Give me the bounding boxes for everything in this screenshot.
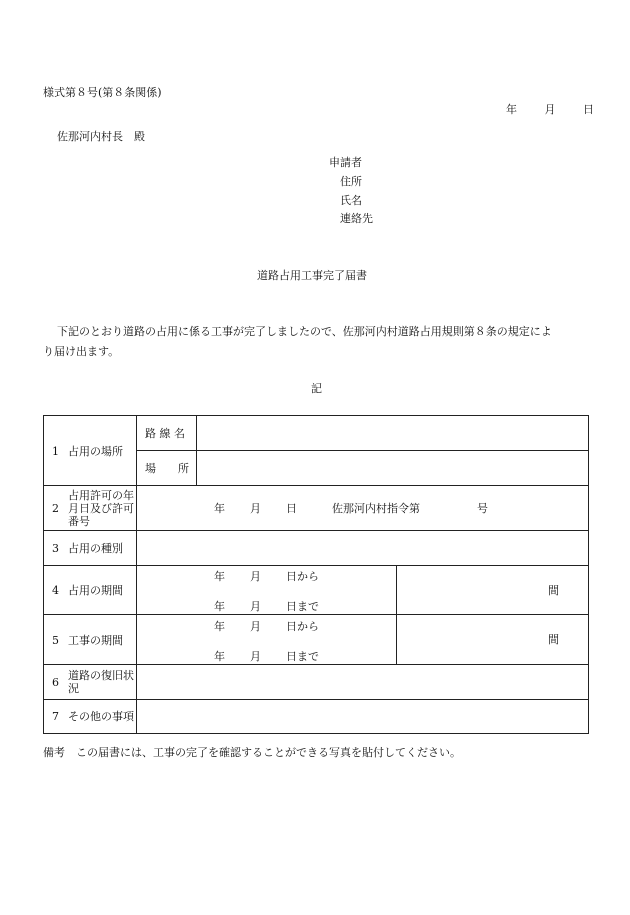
row-number: 5 xyxy=(52,633,59,647)
permit-year: 年 xyxy=(214,502,225,515)
occupancy-type-label: 占用の種別 xyxy=(68,542,123,555)
row-number: 2 xyxy=(52,501,59,515)
row-number: 6 xyxy=(52,675,59,689)
construction-from-month: 月 xyxy=(250,620,261,633)
construction-duration-field[interactable] xyxy=(397,615,589,665)
occupancy-to-year: 年 xyxy=(214,600,225,613)
row-number: 4 xyxy=(52,584,59,597)
route-name-field[interactable] xyxy=(197,416,589,451)
ki-heading: 記 xyxy=(311,382,322,395)
other-label-cell xyxy=(44,700,137,734)
row-permit xyxy=(44,486,589,531)
row-number: 7 xyxy=(52,710,59,723)
applicant-name-label: 氏名 xyxy=(340,194,362,207)
permit-day: 日 xyxy=(286,502,297,515)
occupancy-duration-unit: 間 xyxy=(548,584,559,597)
construction-period-dates[interactable] xyxy=(137,615,397,665)
applicant-title: 申請者 xyxy=(329,156,362,169)
row-location-route xyxy=(44,416,589,451)
occupancy-period-dates[interactable] xyxy=(137,566,397,615)
row-number: 1 xyxy=(52,444,59,458)
occupancy-to-day: 日まで xyxy=(286,600,319,613)
other-field[interactable] xyxy=(137,700,589,734)
document-title: 道路占用工事完了届書 xyxy=(257,269,367,282)
occupancy-to-month: 月 xyxy=(250,600,261,613)
permit-label: 占用許可の年月日及び許可番号 xyxy=(68,488,134,528)
row-occupancy-type xyxy=(44,531,589,566)
permit-field[interactable] xyxy=(137,486,589,531)
row-number: 3 xyxy=(52,542,59,555)
occupancy-from-year: 年 xyxy=(214,570,225,583)
construction-period-label-cell xyxy=(44,615,137,665)
completion-form-table xyxy=(43,415,589,734)
body-text-line2: り届け出ます。 xyxy=(43,345,120,358)
other-label: その他の事項 xyxy=(68,710,134,723)
construction-from-day: 日から xyxy=(286,620,319,633)
applicant-contact-label: 連絡先 xyxy=(340,212,373,225)
occupancy-period-label-cell xyxy=(44,566,137,615)
construction-duration-unit: 間 xyxy=(548,633,559,646)
route-name-label: 路 線 名 xyxy=(137,416,197,451)
construction-to-month: 月 xyxy=(250,650,261,663)
date-month: 月 xyxy=(544,103,556,116)
row-other xyxy=(44,700,589,734)
body-text-line1: 下記のとおり道路の占用に係る工事が完了しましたので、佐那河内村道路占用規則第８条の規定によ xyxy=(57,325,552,338)
permit-number-prefix: 佐那河内村指令第 xyxy=(332,502,420,515)
place-label: 場 所 xyxy=(137,451,197,486)
remark: 備考 この届書には、工事の完了を確認することができる写真を貼付してください。 xyxy=(43,746,461,759)
construction-to-day: 日まで xyxy=(286,650,319,663)
addressee: 佐那河内村長 殿 xyxy=(57,130,145,143)
permit-month: 月 xyxy=(250,502,261,515)
construction-from-year: 年 xyxy=(214,620,225,633)
restoration-label-cell xyxy=(44,665,137,700)
occupancy-from-day: 日から xyxy=(286,570,319,583)
occupancy-type-label-cell xyxy=(44,531,137,566)
occupancy-from-month: 月 xyxy=(250,570,261,583)
location-label: 占用の場所 xyxy=(68,444,123,458)
restoration-field[interactable] xyxy=(137,665,589,700)
permit-number-suffix: 号 xyxy=(477,502,488,515)
date-header xyxy=(506,104,594,115)
place-field[interactable] xyxy=(197,451,589,486)
row-construction-period xyxy=(44,615,589,665)
date-day: 日 xyxy=(583,103,594,116)
location-label-cell xyxy=(44,416,137,486)
construction-period-label: 工事の期間 xyxy=(68,633,123,647)
construction-to-year: 年 xyxy=(214,650,225,663)
row-restoration xyxy=(44,665,589,700)
permit-label-cell xyxy=(44,486,137,531)
date-year: 年 xyxy=(506,103,517,116)
row-occupancy-period xyxy=(44,566,589,615)
restoration-label: 道路の復旧状況 xyxy=(68,669,134,695)
occupancy-type-field[interactable] xyxy=(137,531,589,566)
occupancy-period-label: 占用の期間 xyxy=(68,584,123,597)
occupancy-duration-field[interactable] xyxy=(397,566,589,615)
applicant-address-label: 住所 xyxy=(340,175,362,188)
form-id: 様式第８号(第８条関係) xyxy=(43,86,162,99)
